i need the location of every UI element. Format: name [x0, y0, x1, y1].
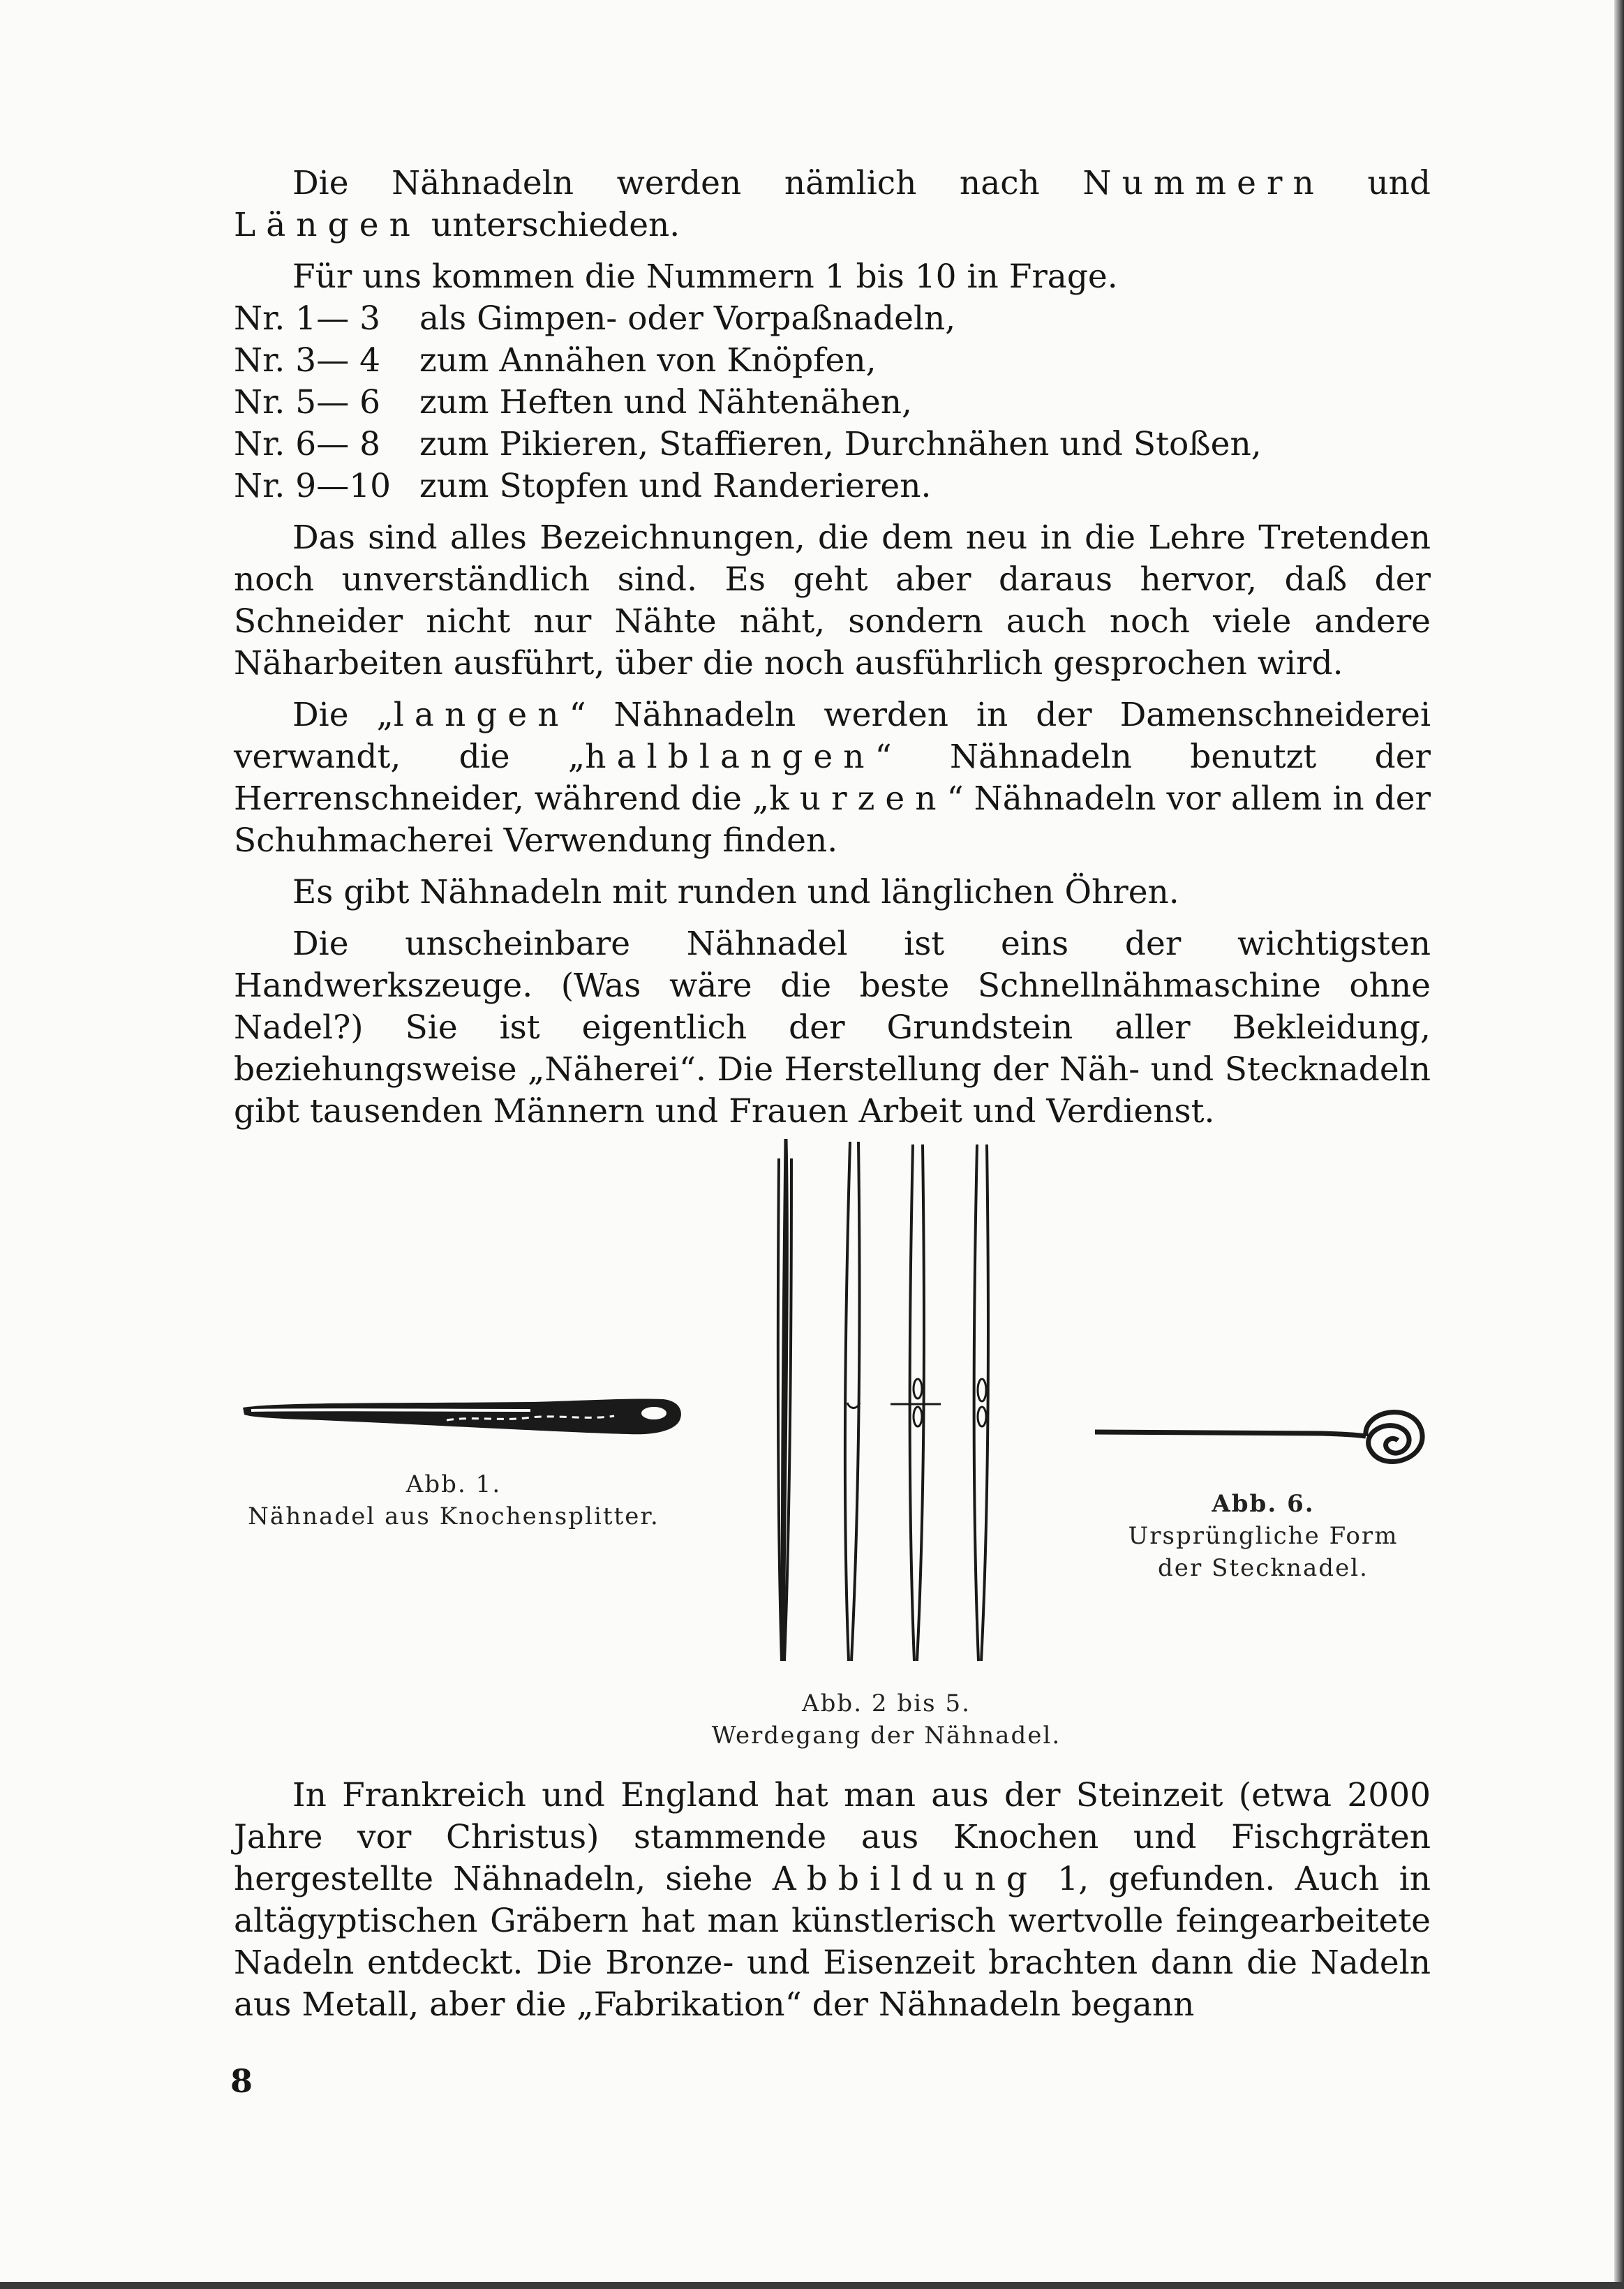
list-item-text: zum Annähen von Knöpfen, [419, 341, 877, 380]
list-intro: Für uns kommen die Nummern 1 bis 10 in Frage. [292, 258, 1118, 296]
spiral-pin-illustration [1092, 1396, 1427, 1479]
paragraph-5: Die unscheinbare Nähnadel ist eins der wichtigsten Handwerkszeuge. (Was wäre die beste Schnellnähmaschine ohne Nadel?) Sie ist eigentlich der Grundstein aller Bekleidung, beziehungsweise „Näherei“. Die Herstellung der Näh- und Stecknadeln gibt tausenden Männern und Frauen Arbeit und Verdienst. [234, 925, 1431, 1131]
page-edge-right [1614, 0, 1624, 2289]
paragraph-3 [234, 694, 1431, 862]
figure-1-label: Abb. 1. [405, 1470, 502, 1498]
list-item-number: Nr. 1— 3 [234, 299, 381, 338]
para3-text-c: “ Nähnadeln benutzt der Herrenschneider, während die „ [234, 738, 1431, 818]
text-lower [234, 1775, 1431, 2026]
paragraph-1 [234, 163, 1431, 246]
para3-emphasis-halblangen: halblangen [585, 738, 875, 776]
page-number: 8 [230, 2062, 253, 2100]
list-item-text: zum Stopfen und Randerieren. [419, 467, 932, 505]
para3-emphasis-langen: langen [393, 696, 569, 734]
figure-2-5-caption-text: Werdegang der Nähnadel. [711, 1722, 1061, 1750]
figure-6-caption-line-1: Ursprüngliche Form [1128, 1522, 1399, 1550]
list-item [234, 424, 1431, 465]
para3-emphasis-kurzen: kurzen [769, 780, 947, 818]
list-item-text: zum Heften und Nähtenähen, [419, 383, 912, 422]
list-item-number: Nr. 3— 4 [234, 341, 381, 380]
para1-emphasis-nummern: Nummern [1082, 164, 1325, 202]
text-upper [234, 163, 1431, 1133]
para3-text-a: Die „ [292, 696, 394, 734]
list-item-number: Nr. 9—10 [234, 467, 392, 505]
para3-text-b: “ Nähnadeln werden in der Damenschneiderei verwandt, die „ [234, 696, 1431, 776]
needle-number-list [234, 256, 1431, 507]
list-item-number: Nr. 5— 6 [234, 383, 381, 422]
figure-6-caption [1075, 1488, 1452, 1584]
para6-text-a: In Frankreich und England hat man aus der Steinzeit (etwa 2000 Jahre vor Christus) stammende aus Knochen und Fischgräten hergestellte Nähnadeln, siehe [234, 1776, 1431, 1898]
list-item-text: als Gimpen- oder Vorpaßnadeln, [419, 299, 956, 338]
list-item [234, 298, 1431, 340]
page-edge-bottom [0, 2282, 1624, 2289]
figure-2-5-label: Abb. 2 bis 5. [802, 1690, 971, 1717]
needle-evolution-illustration [761, 1131, 1012, 1675]
para6-emphasis-abbildung: Abbildung [772, 1860, 1038, 1898]
para1-text-c: unterschieden. [420, 206, 680, 244]
paragraph-2: Das sind alles Bezeichnungen, die dem neu in die Lehre Tretenden noch unverständlich sind. Es geht aber daraus hervor, daß der Schneider nicht nur Nähte näht, sondern auch noch viele andere Näharbeiten ausführt, über die noch ausführlich gesprochen wird. [234, 519, 1431, 683]
list-item-text: zum Pikieren, Staffieren, Durchnähen und Stoßen, [419, 425, 1262, 463]
figure-1-caption [209, 1468, 698, 1533]
para1-text-a: Die Nähnadeln werden nämlich nach [292, 164, 1083, 202]
list-item [234, 382, 1431, 424]
figure-1-caption-text: Nähnadel aus Knochensplitter. [248, 1503, 660, 1530]
bone-needle-illustration [237, 1392, 684, 1448]
list-item [234, 340, 1431, 382]
paragraph-6 [234, 1775, 1431, 2026]
figure-6-caption-line-2: der Stecknadel. [1157, 1554, 1369, 1582]
para3-text-d: “ Nähnadeln vor allem in der Schuhmacherei Verwendung finden. [234, 780, 1431, 860]
figure-2-5-caption [614, 1687, 1159, 1752]
paragraph-4: Es gibt Nähnadeln mit runden und länglichen Öhren. [292, 873, 1179, 911]
list-item [234, 465, 1431, 507]
para1-text-b: und [1324, 164, 1431, 202]
para6-text-b: 1, gefunden. Auch in altägyptischen Gräbern hat man künstlerisch wertvolle feingearbeitete Nadeln entdeckt. Die Bronze- und Eisenzeit brachten dann die Nadeln aus Metall, aber die „Fabrikation“ der Nähnadeln begann [234, 1860, 1431, 2024]
figure-6-label: Abb. 6. [1212, 1490, 1315, 1518]
list-item-number: Nr. 6— 8 [234, 425, 381, 463]
para1-emphasis-laengen: Längen [234, 206, 421, 244]
